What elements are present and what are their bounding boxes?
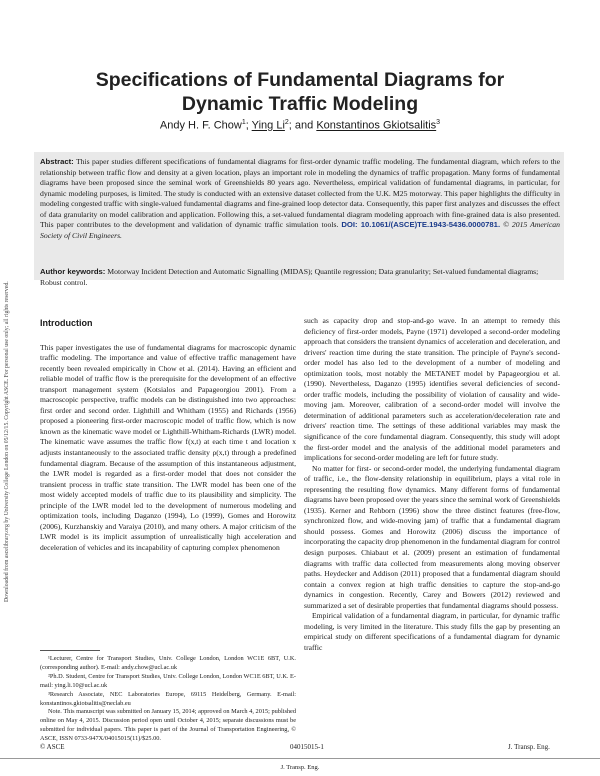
author-2-link[interactable]: Ying Li [251,119,285,132]
footnote-author-3: ³Research Associate, NEC Laboratories Europe, 69115 Heidelberg, Germany. E-mail: konstantinos.gkiotsalitis@neclab.eu [40,690,296,707]
abstract [40,157,560,241]
footnote-author-1: ¹Lecturer, Centre for Transport Studies, Univ. College London, London WC1E 6BT, U.K. (corresponding author). E-mail: andy.chow@ucl.ac.uk [40,655,296,671]
footnote-divider [40,650,100,651]
body-paragraph: This paper investigates the use of fundamental diagrams for macroscopic dynamic traffic modeling. The importance and value of effective traffic management have recently been revealed empirically in Chow et al. (2014). Having an efficient and reliable model of traffic flow is the prerequisite for the development of an effective transport management system (Kotsialos and Papageorgiou 2001). From a macroscopic perspective, traffic models can be distinguished into two approaches: first order and second order. Lighthill and Whitham (1955) and Richards (1956) proposed a pioneering first-order macroscopic model of traffic flow, which is now known as the kinematic wave model or Lighthill-Whitham-Richards (LWR) model. The kinematic wave assumes the traffic flow f(x,t) at each time t and location x adjusts instantaneously to the associated traffic density ρ(x,t) through a predefined fundamental diagram. Because of the assumption of this instantaneous adjustment, the LWR model is regarded as a first-order model that does not consider the transient process in traffic state transition. The LWR model has been one of the most widely accepted models of traffic due to its plausibility and simplicity. The principle of the LWR model led to the development of numerous modeling and optimization tools, including Daganzo (1994), Lo (1999), Gomes and Horowitz (2006), Kurzhanskiy and Varaiya (2010), and many others. A major criticism of the LWR model is its implicit assumption of unrealistically high acceleration and deceleration of vehicles and its incapability of capturing complex phenomenon [40,342,296,552]
author-list [40,119,560,132]
keywords-text: Motorway Incident Detection and Automatic Signalling (MIDAS); Quantile regression; Data granularity; Set-valued fundamental diagrams; Robust control. [40,267,539,287]
doi-link[interactable]: DOI: 10.1061/(ASCE)TE.1943-5436.0000781. [341,220,501,229]
author-1: Andy H. F. Chow [159,119,242,132]
author-separator-1: ; [245,119,252,132]
footnote-author-2: ²Ph.D. Student, Centre for Transport Studies, Univ. College London, London WC1E 6BT, U.K. E-mail: ying.li.10@ucl.ac.uk [40,672,296,689]
abstract-text: This paper studies different specifications of fundamental diagrams for first-order dynamic traffic modeling. The fundamental diagram, which refers to the relationship between traffic flow and density at a given location, plays an important role in modeling the dynamics of traffic propagation. Many forms of fundamental diagrams have been proposed since the seminal work of Greenshields 80 years ago. Nevertheless, empirical validation of fundamental diagrams, in particular, for dynamic modeling purposes, is limited. The study is conducted with an extensive dataset collected from the U.K. M25 motorway. This paper highlights the difficulty in modeling congested traffic with single-valued fundamental diagrams and fine-grained loop detector data. Consequently, this paper first analyzes and discusses the effect of data granularity on model calibration and application. Following this, a set-valued fundamental diagram modeling approach with fine-grained data is also presented. This paper contributes to the development and validation of dynamic traffic simulation tools. [40,157,560,229]
journal-footer: J. Transp. Eng. [280,764,320,771]
abstract-label: Abstract: [40,157,74,166]
footnote-note: Note. This manuscript was submitted on January 15, 2014; approved on March 4, 2015; published online on May 4, 2015. Discussion period open until October 4, 2015; separate discussions must be submitted for individual papers. This paper is part of the Journal of Transportation Engineering, © ASCE, ISSN 0733-947X/04015015(11)/$25.00. [40,708,296,743]
author-1-affiliation: 1 [241,119,246,126]
paper-title [40,68,560,116]
body-paragraph: Empirical validation of a fundamental diagram, in particular, for dynamic traffic modeling, is very limited in the literature. This study fills the gap by presenting an empirical study on different specifications of a fundamental diagram for dynamic traffic [304,611,560,652]
footnotes [40,655,296,744]
author-3-link[interactable]: Konstantinos Gkiotsalitis [316,119,437,132]
right-column [304,316,560,654]
title-line-1: Specifications of Fundamental Diagrams for [95,69,505,91]
author-separator-2: ; and [288,119,317,132]
title-line-2: Dynamic Traffic Modeling [181,93,419,115]
author-2-affiliation: 2 [284,119,289,126]
author-3-affiliation: 3 [436,119,441,126]
author-keywords [40,267,560,288]
footer-page-id: 04015015-1 [290,743,324,751]
download-notice-text: Downloaded from ascelibrary.org by University College London on 05/12/15. Copyright ASCE. For personal use only; all rights reserved. [4,281,10,602]
page-bottom-divider [0,758,600,759]
section-heading-introduction: Introduction [40,318,93,328]
footer-journal: J. Transp. Eng. [508,743,550,751]
body-paragraph: such as capacity drop and stop-and-go wave. In an attempt to remedy this deficiency of first-order models, Payne (1971) developed a second-order modeling approach that considers the transient dynamics of acceleration and deceleration, and drivers' reaction time during the state transition. The principle of Payne's second-order model has also led to the development of a number of modeling and optimization tools, most notably the METANET model by Papageorgiou et al. (1990). Nevertheless, Daganzo (1995) identifies several deficiencies of second-order traffic models, including the possibility of violation of causality and wide-moving jam. Moreover, calibration of a second-order model will involve the determination of additional parameters such as acceleration/deceleration rate and drivers' reaction time. The settings of these additional variables may mask the significance of the core fundamental diagram. Consequently, this study will adopt the first-order model and the analysis of the additional model parameters and implications for second-order modeling are left for future study. [304,316,560,463]
keywords-label: Author keywords: [40,267,106,276]
body-paragraph: No matter for first- or second-order model, the underlying fundamental diagram of traffic, i.e., the flow-density relationship in equilibrium, plays a vital role in representing the resulting flow dynamics. Many different forms of fundamental diagrams have been proposed over the years since the seminal work of Greenshields (1935). Kerner and Rehborn (1996) show the three distinct features (free-flow, synchronized flow, and wide-moving jam) of traffic that a fundamental diagram should possess. Gomes and Horowitz (2006) discuss the importance of incorporating the capacity drop phenomenon in the fundamental diagram for control design purposes. Chiabaut et al. (2009) present an estimation of fundamental diagrams with traffic data collected from measurements along moving observer paths. Heydecker and Addison (2011) proposed that a fundamental diagram should contain a convex region at high traffic densities to capture the stop-and-go dynamics in congestion. Recently, Carey and Bowers (2012) reviewed and summarized a set of desirable properties that fundamental diagrams should possess. [304,463,560,610]
left-column [40,318,296,553]
footer-copyright: © ASCE [40,743,65,751]
download-notice-sidebar [3,160,15,610]
copyright-notice: © 2015 American Society of Civil Engineers. [40,220,560,240]
